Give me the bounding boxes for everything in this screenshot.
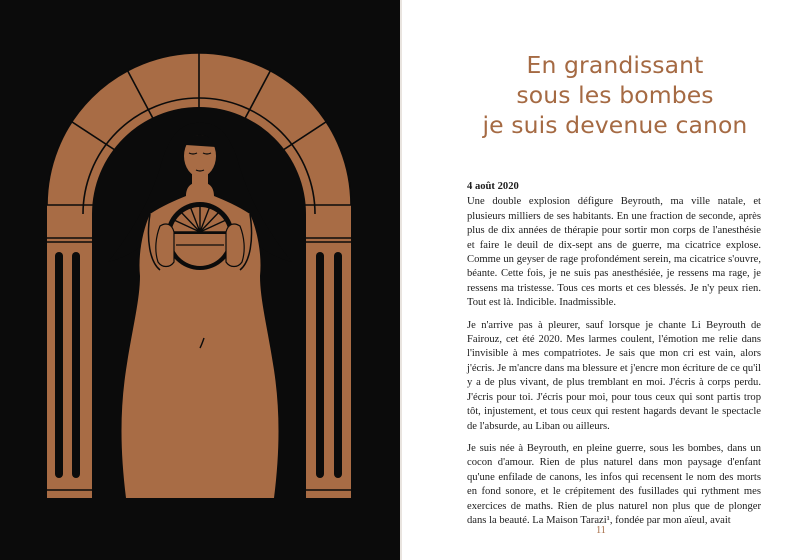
paragraph-1: Une double explosion défigure Beyrouth, ma ville natale, et plusieurs milliers de ses habitants. En une fraction de seconde, après plus de dix années de thérapie pour sortir mon corps de l'anesthésie et faire le deuil de dix-sept ans de guerre, ma cicatrice explose. Comme un geyser de rage profondément serein, ma cicatrice s'ouvre, béante. Cette fois, je ne suis pas anesthésiée, je ressens ma rage, je ressens ma tristesse. Tous ces morts et ces blessés. Je n'y peux rien. Tout est là. Indicible. Inadmissible. [467, 196, 761, 309]
chapter-title-line-2: sous les bombes [516, 81, 714, 109]
paragraph-2: Je n'arrive pas à pleurer, sauf lorsque je chante Li Beyrouth de Fairouz, cet été 2020. Mes larmes coulent, l'émotion me relie dans l'invisible à mes compatriotes. Je sais que mon cri est vain, alors j'écris. Je m'ancre dans ma blessure et j'encre mon écriture de ce qu'il y a de plus vivant, de plus tremblant en moi. J'écris à corps perdu. J'écris pour toi. J'écris pour moi, pour tous ceux qui sont partis trop tôt, injustement, et tous ceux qui restent hagards devant le spectacle de l'absurde, au Liban ou ailleurs. [467, 319, 761, 432]
chapter-title-line-3: je suis devenue canon [482, 111, 748, 139]
text-page [402, 0, 800, 560]
page-number: 11 [596, 525, 606, 536]
paragraph-3: Je suis née à Beyrouth, en pleine guerre, sous les bombes, dans un cocon d'amour. Rien de plus naturel dans mon paysage d'enfant qu'une enfilade de canons, les infos qui recensent le nom des morts en fond sonore, et le crépitement des fusillades qui rythment mes exercices de maths. Rien de plus naturel non plus que de plonger dans la beauté. La Maison Tarazi¹, fondée par mon aïeul, avait [467, 442, 761, 526]
date-heading: 4 août 2020 [467, 181, 519, 192]
left-hand [156, 224, 174, 267]
chapter-title-line-1: En grandissant [526, 51, 704, 79]
right-hand [226, 224, 244, 267]
body-text [467, 180, 761, 536]
chapter-title [450, 50, 780, 140]
